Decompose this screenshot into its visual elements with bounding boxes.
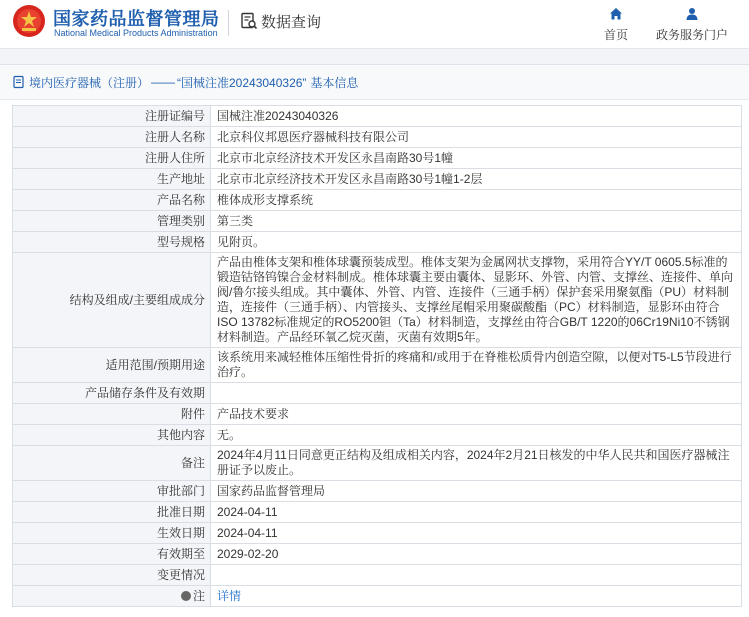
nav-gov-services[interactable] [656,6,728,43]
field-key: 适用范围/预期用途 [13,348,211,383]
field-value: 北京科仪邦恩医疗器械科技有限公司 [211,127,742,148]
field-key: 审批部门 [13,481,211,502]
table-row [13,502,742,523]
nav-home[interactable] [604,6,628,43]
table-row [13,383,742,404]
field-value: 2024-04-11 [211,502,742,523]
site-subtitle: National Medical Products Administration [54,28,218,38]
table-row [13,106,742,127]
field-value: 2024-04-11 [211,523,742,544]
table-row [13,565,742,586]
field-value: 产品技术要求 [211,404,742,425]
field-key: 注册人名称 [13,127,211,148]
info-icon [181,591,191,601]
table-row [13,425,742,446]
table-row [13,523,742,544]
details-link[interactable]: 详情 [217,588,242,603]
table-row [13,232,742,253]
data-query-label: 数据查询 [261,13,322,31]
field-key: 结构及组成/主要组成成分 [13,253,211,348]
field-key: 产品储存条件及有效期 [13,383,211,404]
site-title: 国家药品监督管理局 [53,9,220,30]
table-row [13,127,742,148]
table-row [13,211,742,232]
field-value [211,565,742,586]
nav-gov-services-label: 政务服务门户 [656,28,729,42]
field-key: 注册人住所 [13,148,211,169]
field-key: 批准日期 [13,502,211,523]
breadcrumb-separator: —— [151,75,176,89]
table-row [13,148,742,169]
field-value [211,383,742,404]
table-row [13,586,742,607]
field-value: 无。 [211,425,742,446]
table-row [13,169,742,190]
detail-table [12,105,742,607]
table-row [13,481,742,502]
breadcrumb-record: “国械注准20243040326” [177,75,307,90]
field-key: 管理类别 [13,211,211,232]
note-value-cell [211,586,742,607]
breadcrumb-category-link[interactable]: 境内医疗器械（注册） [29,75,150,90]
field-value: 见附页。 [211,232,742,253]
field-value: 2029-02-20 [211,544,742,565]
data-query-link[interactable] [240,9,321,33]
detail-panel [0,64,749,617]
field-value: 第三类 [211,211,742,232]
field-value: 2024年4月11日同意更正结构及组成相关内容，2024年2月21日核发的中华人民共和国医疗器械注册证予以废止。 [211,446,742,481]
table-row [13,190,742,211]
table-row [13,253,742,348]
field-value: 椎体成形支撑系统 [211,190,742,211]
field-value: 北京市北京经济技术开发区永昌南路30号1幢 [211,148,742,169]
table-row [13,544,742,565]
field-value: 产品由椎体支架和椎体球囊预装成型。椎体支架为金属网状支撑物，采用符合YY/T 0605.5标准的锻造钴铬钨镍合金材料制成。椎体球囊主要由囊体、显影环、外管、内管、支撑丝、连接件、单向阀/鲁尔接头组成。其中囊体、外管、内管、连接件（三通手柄）保护套采用聚氨酯（PU）材料制造，连接件（三通手柄）、内管接头、支撑丝尾帽采用聚碳酸酯（PC）材料制造，显影环由符合ISO 13782标准规定的RO5200钽（Ta）材料制造，支撑丝由符合GB/T 1220的06Cr19Ni10不锈钢材料制造。产品经环氧乙烷灭菌，灭菌有效期5年。 [211,253,742,348]
field-value: 北京市北京经济技术开发区永昌南路30号1幢1-2层 [211,169,742,190]
table-row [13,348,742,383]
note-key-cell [13,586,211,607]
field-value: 国家药品监督管理局 [211,481,742,502]
user-icon [684,6,700,22]
breadcrumb-suffix: 基本信息 [310,75,359,90]
field-key: 生效日期 [13,523,211,544]
field-value: 国械注准20243040326 [211,106,742,127]
nav-home-label: 首页 [604,28,629,42]
home-icon [608,6,624,22]
field-key: 备注 [13,446,211,481]
field-key: 有效期至 [13,544,211,565]
table-row [13,404,742,425]
site-header [0,0,749,49]
note-key: 注 [192,588,205,603]
breadcrumb [0,65,749,100]
national-emblem-icon [12,4,46,38]
document-icon [12,75,26,89]
field-key: 其他内容 [13,425,211,446]
field-key: 生产地址 [13,169,211,190]
field-key: 注册证编号 [13,106,211,127]
field-key: 变更情况 [13,565,211,586]
header-divider [228,10,229,36]
table-row [13,446,742,481]
field-key: 产品名称 [13,190,211,211]
field-key: 附件 [13,404,211,425]
field-value: 该系统用来减轻椎体压缩性骨折的疼痛和/或用于在脊椎松质骨内创造空隙，以便对T5-L5节段进行治疗。 [211,348,742,383]
field-key: 型号规格 [13,232,211,253]
data-query-icon [240,12,258,30]
